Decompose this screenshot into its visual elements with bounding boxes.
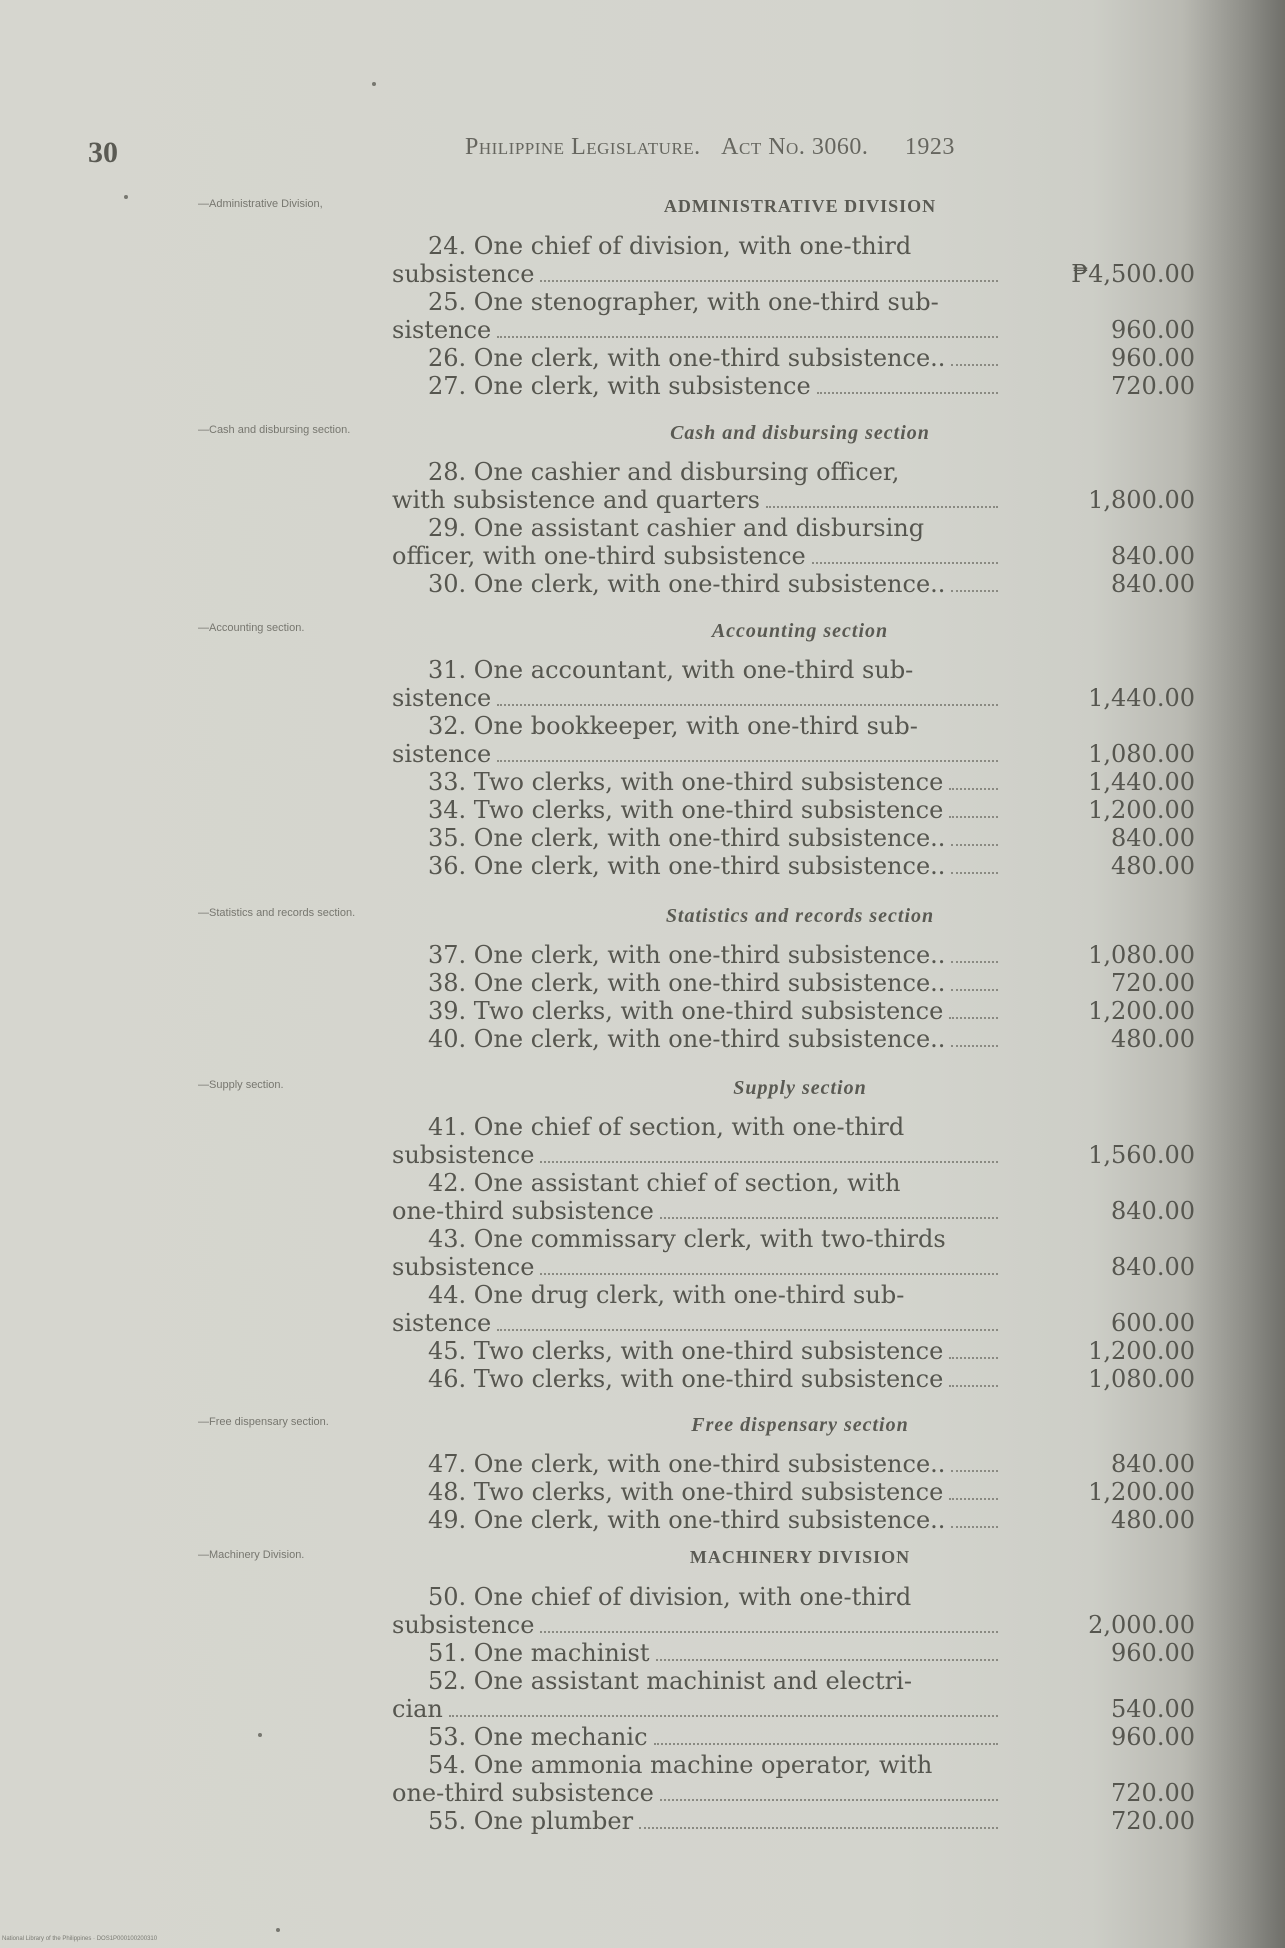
appropriation-item — [392, 852, 1002, 880]
item-line — [392, 570, 1002, 598]
amount: 1,080.00 — [1088, 740, 1195, 768]
page-speck — [372, 82, 376, 86]
amount: 1,080.00 — [1088, 941, 1195, 969]
item-line — [392, 1337, 1002, 1365]
amount: 480.00 — [1111, 1506, 1195, 1534]
margin-note: —Machinery Division. — [198, 1549, 305, 1561]
appropriation-item — [392, 1365, 1002, 1393]
item-text: officer, with one-third subsistence — [392, 542, 806, 570]
amount: 2,000.00 — [1088, 1611, 1195, 1639]
item-text: 52. One assistant machinist and electri- — [428, 1667, 912, 1695]
item-text: sistence — [392, 316, 492, 344]
item-line — [392, 1113, 1002, 1141]
appropriation-item — [392, 372, 1002, 400]
item-line — [392, 486, 1002, 514]
item-text: 32. One bookkeeper, with one-third sub- — [428, 712, 918, 740]
dot-leader — [540, 1273, 998, 1275]
item-line — [392, 656, 1002, 684]
item-text: 36. One clerk, with one-third subsistence.. — [428, 852, 946, 880]
item-line — [392, 1639, 1002, 1667]
item-line — [392, 542, 1002, 570]
dot-leader — [540, 1631, 998, 1633]
appropriation-item — [392, 712, 1002, 768]
section-heading: ADMINISTRATIVE DIVISION — [663, 196, 937, 216]
item-text: 49. One clerk, with one-third subsistence.. — [428, 1506, 946, 1534]
item-line — [392, 740, 1002, 768]
item-text: 40. One clerk, with one-third subsistence.. — [428, 1025, 946, 1053]
item-line — [392, 1225, 1002, 1253]
item-text: sistence — [392, 740, 492, 768]
amount: 840.00 — [1111, 1253, 1195, 1281]
amount: 960.00 — [1111, 1639, 1195, 1667]
amount: 540.00 — [1111, 1695, 1195, 1723]
amount: 600.00 — [1111, 1309, 1195, 1337]
margin-note: —Cash and disbursing section. — [198, 424, 351, 436]
item-text: 25. One stenographer, with one-third sub- — [428, 288, 939, 316]
dot-leader — [540, 1161, 998, 1163]
appropriation-item — [392, 344, 1002, 372]
appropriation-item — [392, 997, 1002, 1025]
dot-leader — [951, 844, 998, 846]
dot-leader — [949, 1498, 998, 1500]
section-heading: Free dispensary section — [691, 1414, 909, 1436]
amount: 840.00 — [1111, 570, 1195, 598]
appropriation-item — [392, 1113, 1002, 1169]
amount: 720.00 — [1111, 372, 1195, 400]
dot-leader — [660, 1217, 998, 1219]
dot-leader — [949, 816, 998, 818]
item-line — [392, 1450, 1002, 1478]
item-text: one-third subsistence — [392, 1779, 654, 1807]
item-line — [392, 796, 1002, 824]
item-text: 27. One clerk, with subsistence — [428, 372, 811, 400]
dot-leader — [654, 1743, 998, 1745]
running-head-year: 1923 — [904, 134, 955, 160]
item-line — [392, 316, 1002, 344]
amount: 480.00 — [1111, 1025, 1195, 1053]
item-line — [392, 1309, 1002, 1337]
item-text: 50. One chief of division, with one-third — [428, 1583, 912, 1611]
item-line — [392, 1169, 1002, 1197]
item-line — [392, 514, 1002, 542]
section-heading: Cash and disbursing section — [670, 422, 930, 444]
dot-leader — [540, 280, 998, 282]
amount: 1,440.00 — [1088, 768, 1195, 796]
appropriation-item — [392, 232, 1002, 288]
margin-note: —Free dispensary section. — [198, 1416, 329, 1428]
running-head-title: Philippine Legislature. — [465, 134, 701, 160]
amount: 480.00 — [1111, 852, 1195, 880]
dot-leader — [812, 562, 998, 564]
appropriation-item — [392, 1751, 1002, 1807]
appropriation-item — [392, 824, 1002, 852]
item-text: sistence — [392, 1309, 492, 1337]
item-text: 44. One drug clerk, with one-third sub- — [428, 1281, 905, 1309]
item-text: 33. Two clerks, with one-third subsistence — [428, 768, 944, 796]
dot-leader — [951, 989, 998, 991]
amount: 1,800.00 — [1088, 486, 1195, 514]
appropriation-item — [392, 1025, 1002, 1053]
dot-leader — [951, 1470, 998, 1472]
amount: 840.00 — [1111, 824, 1195, 852]
item-text: sistence — [392, 684, 492, 712]
item-line — [392, 1141, 1002, 1169]
amount: 1,200.00 — [1088, 997, 1195, 1025]
amount: 840.00 — [1111, 542, 1195, 570]
item-line — [392, 260, 1002, 288]
item-line — [392, 1667, 1002, 1695]
item-text: 29. One assistant cashier and disbursing — [428, 514, 925, 542]
item-text: 55. One plumber — [428, 1807, 634, 1835]
item-line — [392, 372, 1002, 400]
appropriation-item — [392, 1667, 1002, 1723]
amount: 720.00 — [1111, 1779, 1195, 1807]
dot-leader — [497, 760, 998, 762]
item-line — [392, 1751, 1002, 1779]
item-line — [392, 1281, 1002, 1309]
dot-leader — [951, 590, 998, 592]
item-line — [392, 1807, 1002, 1835]
dot-leader — [497, 704, 998, 706]
item-line — [392, 288, 1002, 316]
appropriation-item — [392, 1478, 1002, 1506]
appropriation-item — [392, 656, 1002, 712]
dot-leader — [951, 961, 998, 963]
dot-leader — [951, 364, 998, 366]
item-line — [392, 712, 1002, 740]
appropriation-item — [392, 1337, 1002, 1365]
item-text: subsistence — [392, 260, 535, 288]
item-line — [392, 1365, 1002, 1393]
dot-leader — [817, 392, 998, 394]
appropriation-item — [392, 1723, 1002, 1751]
margin-note: —Statistics and records section. — [198, 907, 356, 919]
item-line — [392, 768, 1002, 796]
item-line — [392, 824, 1002, 852]
item-line — [392, 852, 1002, 880]
item-text: 48. Two clerks, with one-third subsistence — [428, 1478, 944, 1506]
dot-leader — [949, 1357, 998, 1359]
section-heading: Supply section — [733, 1077, 867, 1099]
appropriation-item — [392, 1807, 1002, 1835]
item-text: 51. One machinist — [428, 1639, 650, 1667]
item-text: subsistence — [392, 1611, 535, 1639]
appropriation-item — [392, 288, 1002, 344]
dot-leader — [951, 1526, 998, 1528]
item-line — [392, 1506, 1002, 1534]
item-text: 38. One clerk, with one-third subsistence.. — [428, 969, 946, 997]
appropriation-item — [392, 796, 1002, 824]
item-text: 26. One clerk, with one-third subsistence.. — [428, 344, 946, 372]
item-line — [392, 941, 1002, 969]
section-heading: MACHINERY DIVISION — [689, 1547, 911, 1567]
margin-note: —Accounting section. — [198, 622, 305, 634]
amount: 1,200.00 — [1088, 1337, 1195, 1365]
amount: 840.00 — [1111, 1197, 1195, 1225]
amount: 1,200.00 — [1088, 1478, 1195, 1506]
item-text: with subsistence and quarters — [392, 486, 760, 514]
appropriation-item — [392, 1639, 1002, 1667]
item-text: cian — [392, 1695, 443, 1723]
amount: ₱4,500.00 — [1071, 260, 1195, 288]
running-head — [465, 134, 955, 161]
item-line — [392, 458, 1002, 486]
amount: 960.00 — [1111, 316, 1195, 344]
dot-leader — [656, 1659, 999, 1661]
page-speck — [124, 195, 128, 199]
item-line — [392, 232, 1002, 260]
item-text: 41. One chief of section, with one-third — [428, 1113, 905, 1141]
item-line — [392, 1253, 1002, 1281]
appropriation-item — [392, 1281, 1002, 1337]
appropriation-item — [392, 941, 1002, 969]
item-text: 24. One chief of division, with one-third — [428, 232, 912, 260]
item-text: 53. One mechanic — [428, 1723, 648, 1751]
item-line — [392, 1197, 1002, 1225]
item-text: 37. One clerk, with one-third subsistence.. — [428, 941, 946, 969]
page-number: 30 — [88, 136, 118, 169]
appropriation-item — [392, 768, 1002, 796]
dot-leader — [497, 1329, 998, 1331]
dot-leader — [951, 1045, 998, 1047]
appropriation-item — [392, 570, 1002, 598]
appropriation-item — [392, 1450, 1002, 1478]
amount: 720.00 — [1111, 1807, 1195, 1835]
appropriation-item — [392, 1225, 1002, 1281]
item-text: 45. Two clerks, with one-third subsistence — [428, 1337, 944, 1365]
item-line — [392, 969, 1002, 997]
item-text: 35. One clerk, with one-third subsistence.. — [428, 824, 946, 852]
item-text: one-third subsistence — [392, 1197, 654, 1225]
appropriation-item — [392, 1583, 1002, 1639]
appropriation-item — [392, 1506, 1002, 1534]
appropriation-item — [392, 458, 1002, 514]
item-line — [392, 1478, 1002, 1506]
amount: 1,080.00 — [1088, 1365, 1195, 1393]
item-line — [392, 1779, 1002, 1807]
item-text: subsistence — [392, 1253, 535, 1281]
amount: 1,560.00 — [1088, 1141, 1195, 1169]
amount: 840.00 — [1111, 1450, 1195, 1478]
margin-note: —Supply section. — [198, 1079, 284, 1091]
item-text: 30. One clerk, with one-third subsistence.. — [428, 570, 946, 598]
dot-leader — [766, 506, 998, 508]
appropriation-item — [392, 969, 1002, 997]
item-text: 34. Two clerks, with one-third subsistence — [428, 796, 944, 824]
running-head-act: Act No. 3060. — [721, 134, 869, 160]
amount: 960.00 — [1111, 1723, 1195, 1751]
amount: 720.00 — [1111, 969, 1195, 997]
dot-leader — [949, 1385, 998, 1387]
item-line — [392, 1723, 1002, 1751]
dot-leader — [660, 1799, 998, 1801]
dot-leader — [449, 1715, 998, 1717]
item-line — [392, 1583, 1002, 1611]
item-text: 46. Two clerks, with one-third subsistence — [428, 1365, 944, 1393]
amount: 960.00 — [1111, 344, 1195, 372]
margin-note: —Administrative Division, — [198, 198, 323, 210]
section-heading: Statistics and records section — [665, 905, 935, 927]
dot-leader — [497, 336, 998, 338]
amount: 1,200.00 — [1088, 796, 1195, 824]
page-speck — [276, 1928, 280, 1932]
item-text: 54. One ammonia machine operator, with — [428, 1751, 933, 1779]
dot-leader — [949, 788, 998, 790]
item-text: 42. One assistant chief of section, with — [428, 1169, 901, 1197]
item-text: 31. One accountant, with one-third sub- — [428, 656, 914, 684]
amount: 1,440.00 — [1088, 684, 1195, 712]
item-text: 39. Two clerks, with one-third subsistence — [428, 997, 944, 1025]
item-line — [392, 1611, 1002, 1639]
item-text: 47. One clerk, with one-third subsistence.. — [428, 1450, 946, 1478]
dot-leader — [639, 1827, 998, 1829]
item-text: subsistence — [392, 1141, 535, 1169]
item-line — [392, 997, 1002, 1025]
section-heading: Accounting section — [711, 620, 889, 642]
item-line — [392, 344, 1002, 372]
item-text: 28. One cashier and disbursing officer, — [428, 458, 900, 486]
appropriation-item — [392, 514, 1002, 570]
item-line — [392, 1695, 1002, 1723]
page-speck — [258, 1733, 262, 1737]
appropriation-item — [392, 1169, 1002, 1225]
item-line — [392, 1025, 1002, 1053]
item-line — [392, 684, 1002, 712]
item-text: 43. One commissary clerk, with two-thirds — [428, 1225, 946, 1253]
dot-leader — [951, 872, 998, 874]
footer-credit: National Library of the Philippines · DOS1P000100200310 — [2, 1936, 158, 1942]
dot-leader — [949, 1017, 998, 1019]
